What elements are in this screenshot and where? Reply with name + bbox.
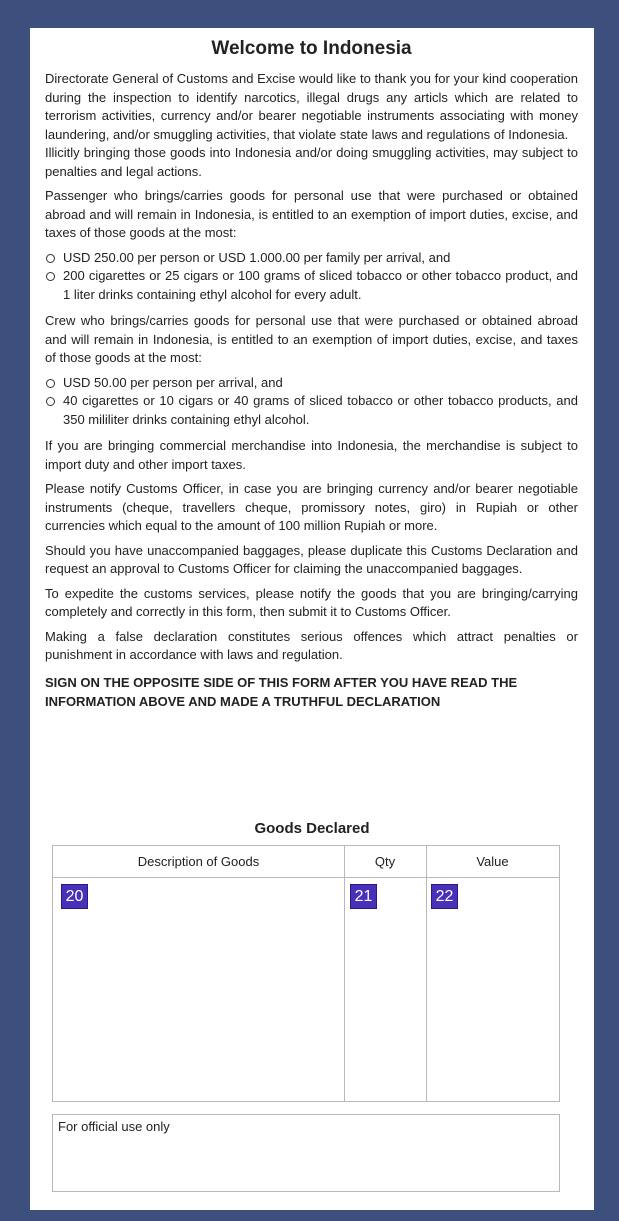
bullet-circle-icon: [46, 397, 55, 406]
passenger-exemption-text: Passenger who brings/carries goods for personal use that were purchased or obtained abroad and will remain in Indonesia, is entitled to an exemption of import duties, excise, and taxes of those goods at the most:: [45, 188, 578, 240]
crew-exemption-text: Crew who brings/carries goods for personal use that were purchased or obtained abroad and will remain in Indonesia, is entitled to an exemption of import duties, excise, and taxes of those goods at the most:: [45, 313, 578, 365]
customs-form-sheet: [30, 28, 594, 1210]
unaccompanied-baggage-text: Should you have unaccompanied baggages, please duplicate this Customs Declaration and request an approval to Customs Officer for claiming the unaccompanied baggages.: [45, 542, 578, 576]
qty-field-marker[interactable]: 21: [350, 884, 377, 909]
bullet-circle-icon: [46, 254, 55, 263]
official-use-label: For official use only: [58, 1119, 170, 1134]
column-divider: [344, 846, 345, 1101]
description-field-marker[interactable]: 20: [61, 884, 88, 909]
goods-declared-table: [52, 845, 560, 1102]
passenger-exemption-list: [45, 249, 578, 305]
header-value: Value: [476, 854, 509, 869]
list-item: USD 250.00 per person or USD 1.000.00 per family per arrival, and: [45, 249, 578, 268]
sign-notice: SIGN ON THE OPPOSITE SIDE OF THIS FORM AFTER YOU HAVE READ THE INFORMATION ABOVE AND MADE A TRUTHFUL DECLARATION: [45, 674, 518, 709]
value-field-marker[interactable]: 22: [431, 884, 458, 909]
information-section: [45, 38, 578, 711]
header-qty: Qty: [374, 854, 396, 869]
list-item: 40 cigarettes or 10 cigars or 40 grams of sliced tobacco or other tobacco products, and 350 mililiter drinks containing ethyl alcohol.: [45, 392, 578, 429]
crew-exemption-list: [45, 374, 578, 430]
list-item: 200 cigarettes or 25 cigars or 100 grams of sliced tobacco or other tobacco product, and 1 liter drinks containing ethyl alcohol for every adult.: [45, 267, 578, 304]
official-use-box: [52, 1114, 560, 1192]
page-title: Welcome to Indonesia: [211, 38, 412, 59]
header-description: Description of Goods: [137, 854, 260, 869]
false-declaration-text: Making a false declaration constitutes serious offences which attract penalties or punishment in accordance with laws and regulation.: [45, 628, 578, 662]
smuggling-warning: Illicitly bringing those goods into Indonesia and/or doing smuggling activities, may subject to penalties and legal actions.: [45, 145, 578, 179]
bullet-circle-icon: [46, 379, 55, 388]
currency-notice-text: Please notify Customs Officer, in case you are bringing currency and/or bearer negotiable instruments (cheque, travellers cheque, promissory notes, giro) in Rupiah or other currencies which equal to the amount of 100 million Rupiah or more.: [45, 481, 578, 533]
expedite-services-text: To expedite the customs services, please notify the goods that you are bringing/carrying completely and correctly in this form, then submit it to Customs Officer.: [45, 585, 578, 619]
bullet-circle-icon: [46, 272, 55, 281]
goods-declared-title: Goods Declared: [254, 820, 370, 837]
list-item: USD 50.00 per person per arrival, and: [45, 374, 578, 393]
commercial-merchandise-text: If you are bringing commercial merchandise into Indonesia, the merchandise is subject to import duty and other import taxes.: [45, 438, 578, 472]
column-divider: [426, 846, 427, 1101]
intro-paragraph: Directorate General of Customs and Excise would like to thank you for your kind cooperation during the inspection to identify narcotics, illegal drugs any articls which are related to terrorism activities, currency and/or bearer negotiable instruments associating with money laundering, and/or smuggling activities, that violate state laws and regulations of Indonesia.: [45, 71, 578, 142]
